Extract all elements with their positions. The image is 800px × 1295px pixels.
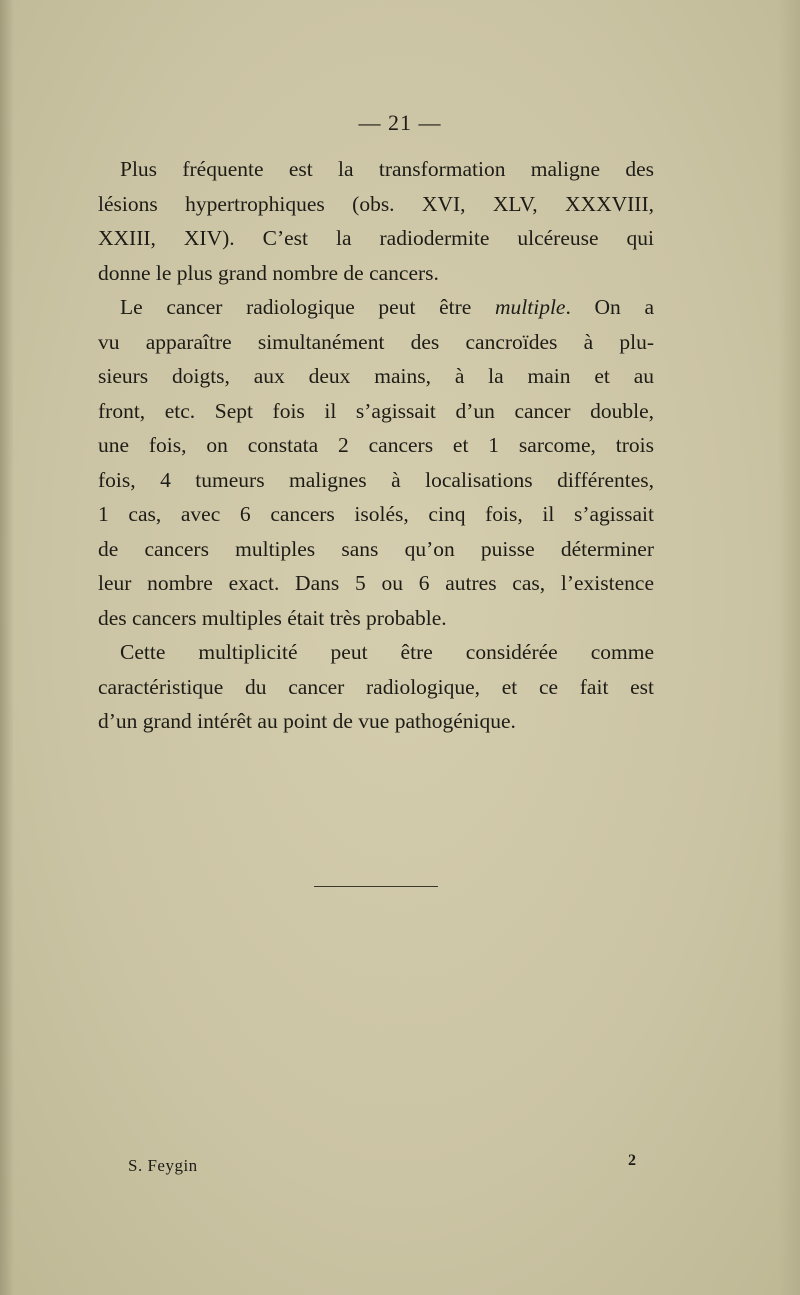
text-line: Plus fréquente est la transformation maligne des xyxy=(120,157,654,181)
text-line: caractéristique du cancer radiologique, et ce fait est xyxy=(98,674,654,699)
text-line: front, etc. Sept fois il s’agissait d’un cancer double, xyxy=(98,398,654,423)
text-line: donne le plus grand nombre de cancers. xyxy=(98,260,439,285)
text-line: des cancers multiples était très probable. xyxy=(98,605,447,630)
text-line: une fois, on constata 2 cancers et 1 sarcome, trois xyxy=(98,433,654,457)
section-divider xyxy=(314,886,438,887)
text-line: sieurs doigts, aux deux mains, à la main et au xyxy=(98,364,654,388)
text-line: leur nombre exact. Dans 5 ou 6 autres cas, l’existence xyxy=(98,571,654,595)
page-right-edge xyxy=(778,0,800,1295)
text-line: 1 cas, avec 6 cancers isolés, cinq fois, il s’agissait xyxy=(98,502,654,526)
text-line: XXIII, XIV). C’est la radiodermite ulcéreuse qui xyxy=(98,226,654,250)
page-left-edge xyxy=(0,0,14,1295)
signature-mark: 2 xyxy=(628,1152,636,1169)
printer-signature: S. Feygin xyxy=(128,1156,198,1175)
text-line: vu apparaître simultanément des cancroïdes à plu- xyxy=(98,329,654,354)
text-line: de cancers multiples sans qu’on puisse déterminer xyxy=(98,536,654,561)
body-text xyxy=(98,152,654,739)
text-line: lésions hypertrophiques (obs. XVI, XLV, XXXVIII, xyxy=(98,191,654,216)
text-line: Le cancer radiologique peut être multiple. On a xyxy=(120,295,654,319)
text-line: Cette multiplicité peut être considérée comme xyxy=(120,640,654,664)
page-number: — 21 — xyxy=(358,110,442,135)
text-line: fois, 4 tumeurs malignes à localisations différentes, xyxy=(98,467,654,492)
text-line: d’un grand intérêt au point de vue pathogénique. xyxy=(98,709,516,733)
